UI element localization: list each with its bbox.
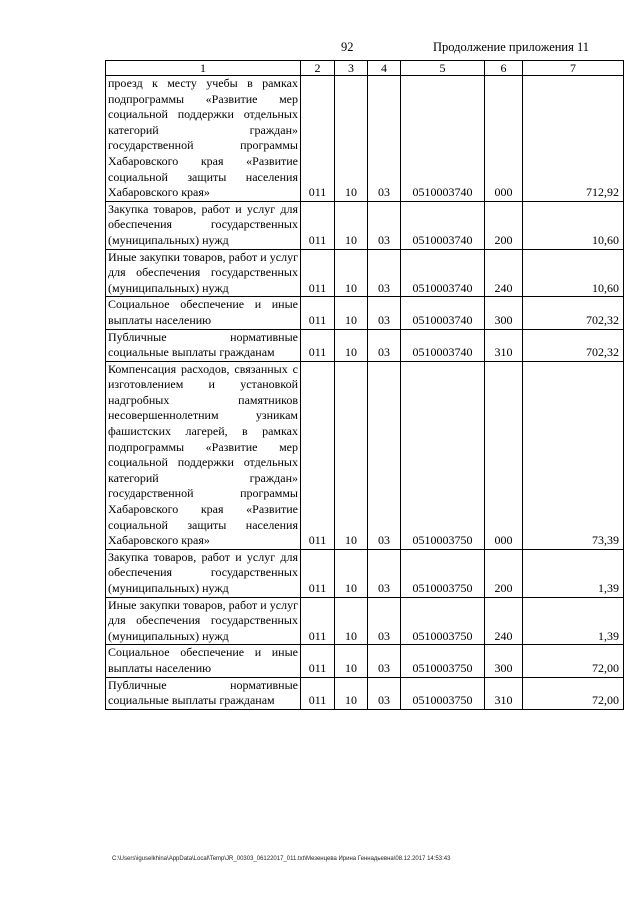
target-article-code: 0510003740 [401,76,485,202]
section-code: 10 [335,76,368,202]
subsection-code: 03 [368,201,401,249]
column-header: 7 [523,61,624,76]
amount: 702,32 [523,297,624,329]
expense-type-code: 300 [485,297,523,329]
section-code: 10 [335,549,368,597]
column-header: 1 [106,61,301,76]
expense-type-code: 200 [485,549,523,597]
ministry-code: 011 [301,76,335,202]
amount: 72,00 [523,677,624,709]
column-header: 4 [368,61,401,76]
ministry-code: 011 [301,249,335,297]
amount: 702,32 [523,329,624,361]
row-description: Закупка товаров, работ и услуг для обеспечения государственных (муниципальных) нужд [106,549,301,597]
amount: 73,39 [523,361,624,549]
section-code: 10 [335,249,368,297]
amount: 10,60 [523,201,624,249]
row-description: Закупка товаров, работ и услуг для обеспечения государственных (муниципальных) нужд [106,201,301,249]
table-row [106,361,624,549]
amount: 1,39 [523,549,624,597]
target-article-code: 0510003750 [401,549,485,597]
subsection-code: 03 [368,549,401,597]
expense-type-code: 000 [485,361,523,549]
amount: 72,00 [523,645,624,677]
target-article-code: 0510003740 [401,201,485,249]
table-row [106,329,624,361]
section-code: 10 [335,361,368,549]
section-code: 10 [335,297,368,329]
column-header: 2 [301,61,335,76]
row-description: Компенсация расходов, связанных с изготовлением и установкой надгробных памятников несовершеннолетним узникам фашистских лагерей, в рамках подпрограммы «Развитие мер социальной поддержки отдельных категорий граждан» государственной программы Хабаровского края «Развитие социальной защиты населения Хабаровского края» [106,361,301,549]
target-article-code: 0510003750 [401,677,485,709]
target-article-code: 0510003740 [401,249,485,297]
target-article-code: 0510003750 [401,361,485,549]
subsection-code: 03 [368,597,401,645]
page-number: 92 [341,40,354,54]
amount: 10,60 [523,249,624,297]
table-header-row [106,61,624,76]
row-description: Публичные нормативные социальные выплаты гражданам [106,677,301,709]
row-description: Иные закупки товаров, работ и услуг для обеспечения государственных (муниципальных) нужд [106,597,301,645]
budget-table [105,60,624,710]
amount: 712,92 [523,76,624,202]
ministry-code: 011 [301,329,335,361]
expense-type-code: 200 [485,201,523,249]
column-header: 6 [485,61,523,76]
table-row [106,645,624,677]
row-description: Социальное обеспечение и иные выплаты населению [106,297,301,329]
row-description: Публичные нормативные социальные выплаты гражданам [106,329,301,361]
expense-type-code: 000 [485,76,523,202]
table-row [106,597,624,645]
table-row [106,201,624,249]
expense-type-code: 310 [485,677,523,709]
amount: 1,39 [523,597,624,645]
subsection-code: 03 [368,645,401,677]
section-code: 10 [335,201,368,249]
subsection-code: 03 [368,361,401,549]
subsection-code: 03 [368,297,401,329]
subsection-code: 03 [368,329,401,361]
ministry-code: 011 [301,201,335,249]
expense-type-code: 300 [485,645,523,677]
footer-file-path: C:\Users\iguselkhina\AppData\Local\Temp\JR_00303_06122017_011.txt\Мезенцева Ирина Геннадьевна\08.12.2017 14:53:43 [112,856,451,862]
row-description: проезд к месту учебы в рамках подпрограммы «Развитие мер социальной поддержки отдельных категорий граждан» государственной программы Хабаровского края «Развитие социальной защиты населения Хабаровского края» [106,76,301,202]
ministry-code: 011 [301,297,335,329]
target-article-code: 0510003740 [401,329,485,361]
section-code: 10 [335,597,368,645]
ministry-code: 011 [301,677,335,709]
row-description: Социальное обеспечение и иные выплаты населению [106,645,301,677]
expense-type-code: 310 [485,329,523,361]
ministry-code: 011 [301,361,335,549]
subsection-code: 03 [368,677,401,709]
expense-type-code: 240 [485,249,523,297]
target-article-code: 0510003750 [401,645,485,677]
table-row [106,249,624,297]
target-article-code: 0510003740 [401,297,485,329]
target-article-code: 0510003750 [401,597,485,645]
ministry-code: 011 [301,645,335,677]
column-header: 5 [401,61,485,76]
column-header: 3 [335,61,368,76]
section-code: 10 [335,645,368,677]
section-code: 10 [335,329,368,361]
subsection-code: 03 [368,76,401,202]
row-description: Иные закупки товаров, работ и услуг для обеспечения государственных (муниципальных) нужд [106,249,301,297]
section-code: 10 [335,677,368,709]
table-row [106,549,624,597]
ministry-code: 011 [301,549,335,597]
table-row [106,76,624,202]
subsection-code: 03 [368,249,401,297]
ministry-code: 011 [301,597,335,645]
table-row [106,297,624,329]
expense-type-code: 240 [485,597,523,645]
appendix-continuation-caption: Продолжение приложения 11 [433,40,590,54]
table-row [106,677,624,709]
